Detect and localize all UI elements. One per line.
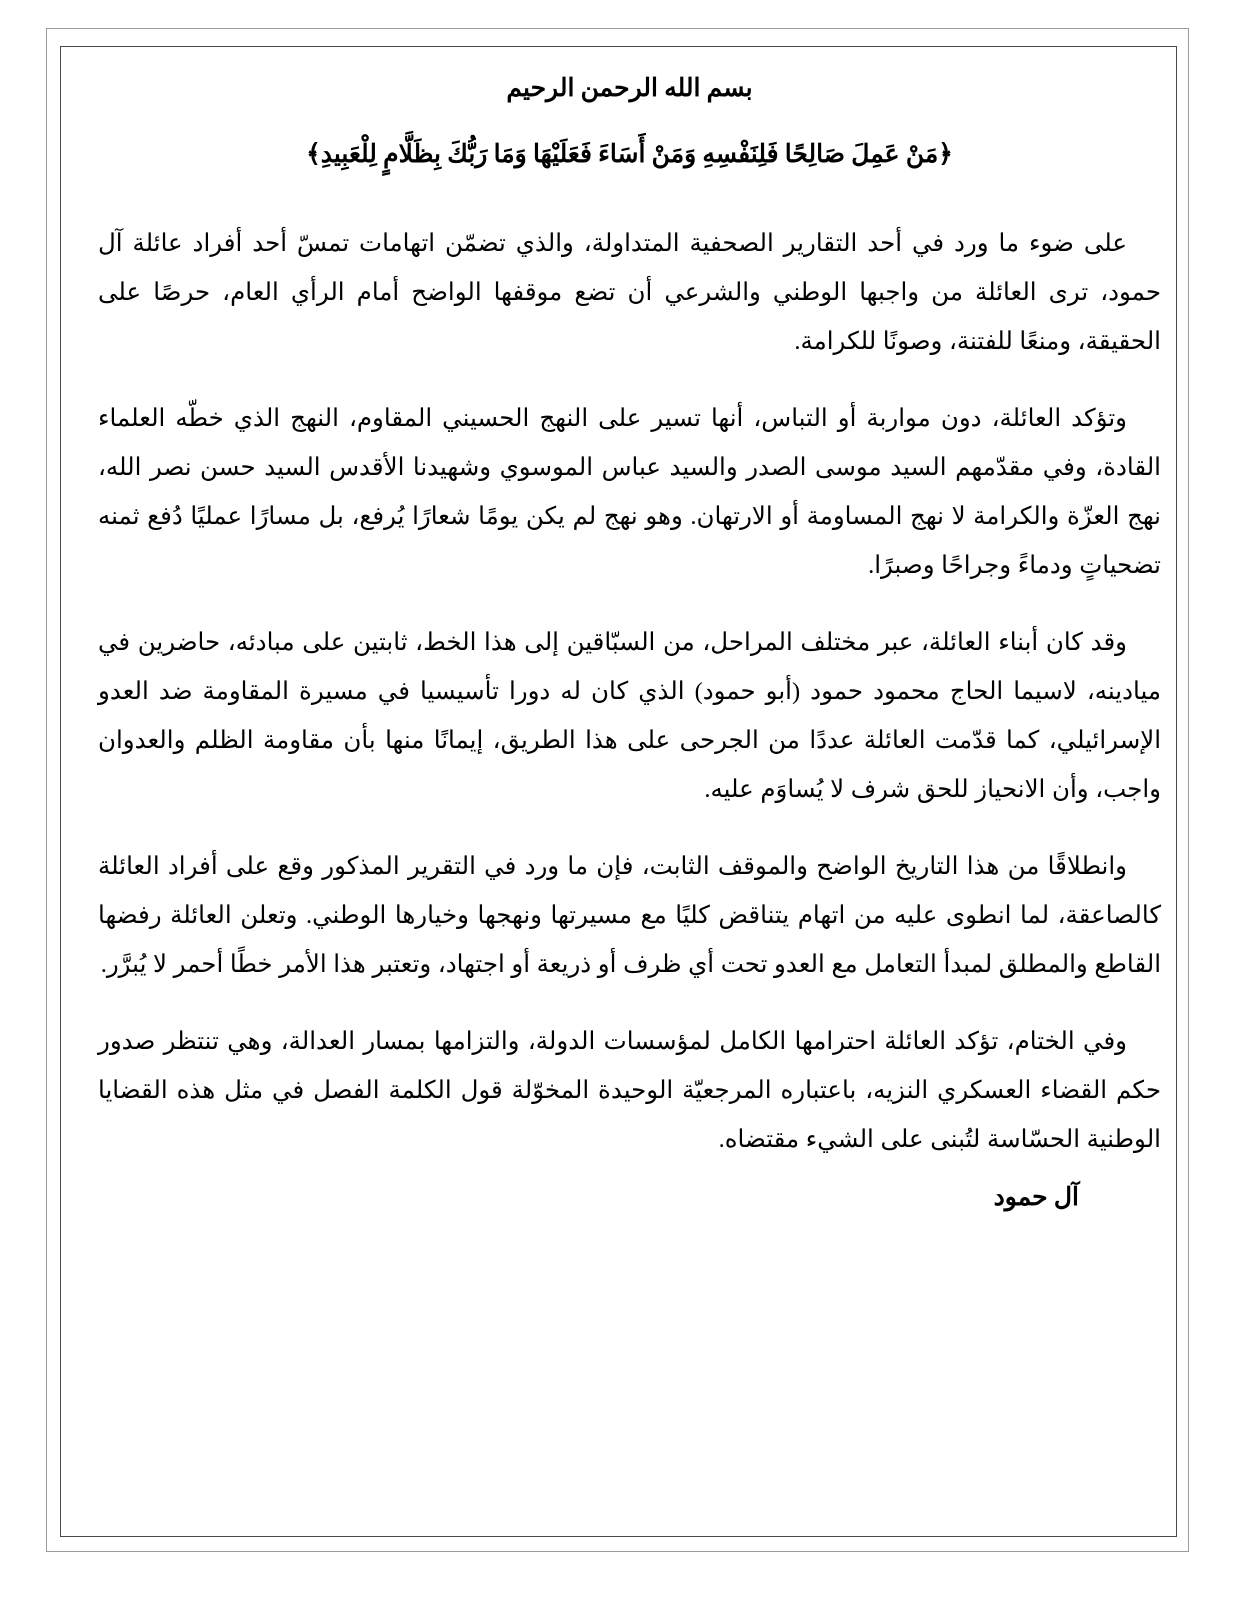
statement-paragraph: وتؤكد العائلة، دون مواربة أو التباس، أنها تسير على النهج الحسيني المقاوم، النهج الذي خطّه العلماء القادة، وفي مقدّمهم السيد موسى الصدر والسيد عباس الموسوي وشهيدنا الأقدس السيد حسن نصر الله، نهج العزّة والكرامة لا نهج المساومة أو الارتهان. وهو نهج لم يكن يومًا شعارًا يُرفع، بل مسارًا عمليًا دُفع ثمنه تضحياتٍ ودماءً وجراحًا وصبرًا. bbox=[98, 405, 1161, 579]
signature-block bbox=[98, 1180, 1161, 1215]
statement-paragraph: على ضوء ما ورد في أحد التقارير الصحفية المتداولة، والذي تضمّن اتهامات تمسّ أحد أفراد عائلة آل حمود، ترى العائلة من واجبها الوطني والشرعي أن تضع موقفها الواضح أمام الرأي العام، حرصًا على الحقيقة، ومنعًا للفتنة، وصونًا للكرامة. bbox=[98, 230, 1161, 355]
statement-paragraph: وفي الختام، تؤكد العائلة احترامها الكامل لمؤسسات الدولة، والتزامها بمسار العدالة، وهي تنتظر صدور حكم القضاء العسكري النزيه، باعتباره المرجعيّة الوحيدة المخوّلة قول الكلمة الفصل في مثل هذه القضايا الوطنية الحسّاسة لتُبنى على الشيء مقتضاه. bbox=[98, 1028, 1161, 1153]
quranic-verse: ﴿مَنْ عَمِلَ صَالِحًا فَلِنَفْسِهِ وَمَنْ أَسَاءَ فَعَلَيْهَا وَمَا رَبُّكَ بِظَلَّامٍ لِلْعَبِيدِ﴾ bbox=[306, 140, 953, 168]
statement-paragraph: وانطلاقًا من هذا التاريخ الواضح والموقف الثابت، فإن ما ورد في التقرير المذكور وقع على أفراد العائلة كالصاعقة، لما انطوى عليه من اتهام يتناقض كليًا مع مسيرتها ونهجها وخيارها الوطني. وتعلن العائلة رفضها القاطع والمطلق لمبدأ التعامل مع العدو تحت أي ظرف أو ذريعة أو اجتهاد، وتعتبر هذا الأمر خطًا أحمر لا يُبرَّر. bbox=[98, 853, 1161, 978]
basmala-heading: بسم الله الرحمن الرحيم bbox=[506, 75, 753, 102]
document-body bbox=[98, 70, 1161, 1164]
statement-paragraph: وقد كان أبناء العائلة، عبر مختلف المراحل، من السبّاقين إلى هذا الخط، ثابتين على مبادئه، حاضرين في ميادينه، لاسيما الحاج محمود حمود (أبو حمود) الذي كان له دورا تأسيسيا في مسيرة المقاومة ضد العدو الإسرائيلي، كما قدّمت العائلة عددًا من الجرحى على هذا الطريق، إيمانًا منها بأن مقاومة الظلم والعدوان واجب، وأن الانحياز للحق شرف لا يُساوَم عليه. bbox=[98, 629, 1161, 803]
signature-name: آل حمود bbox=[993, 1184, 1079, 1211]
